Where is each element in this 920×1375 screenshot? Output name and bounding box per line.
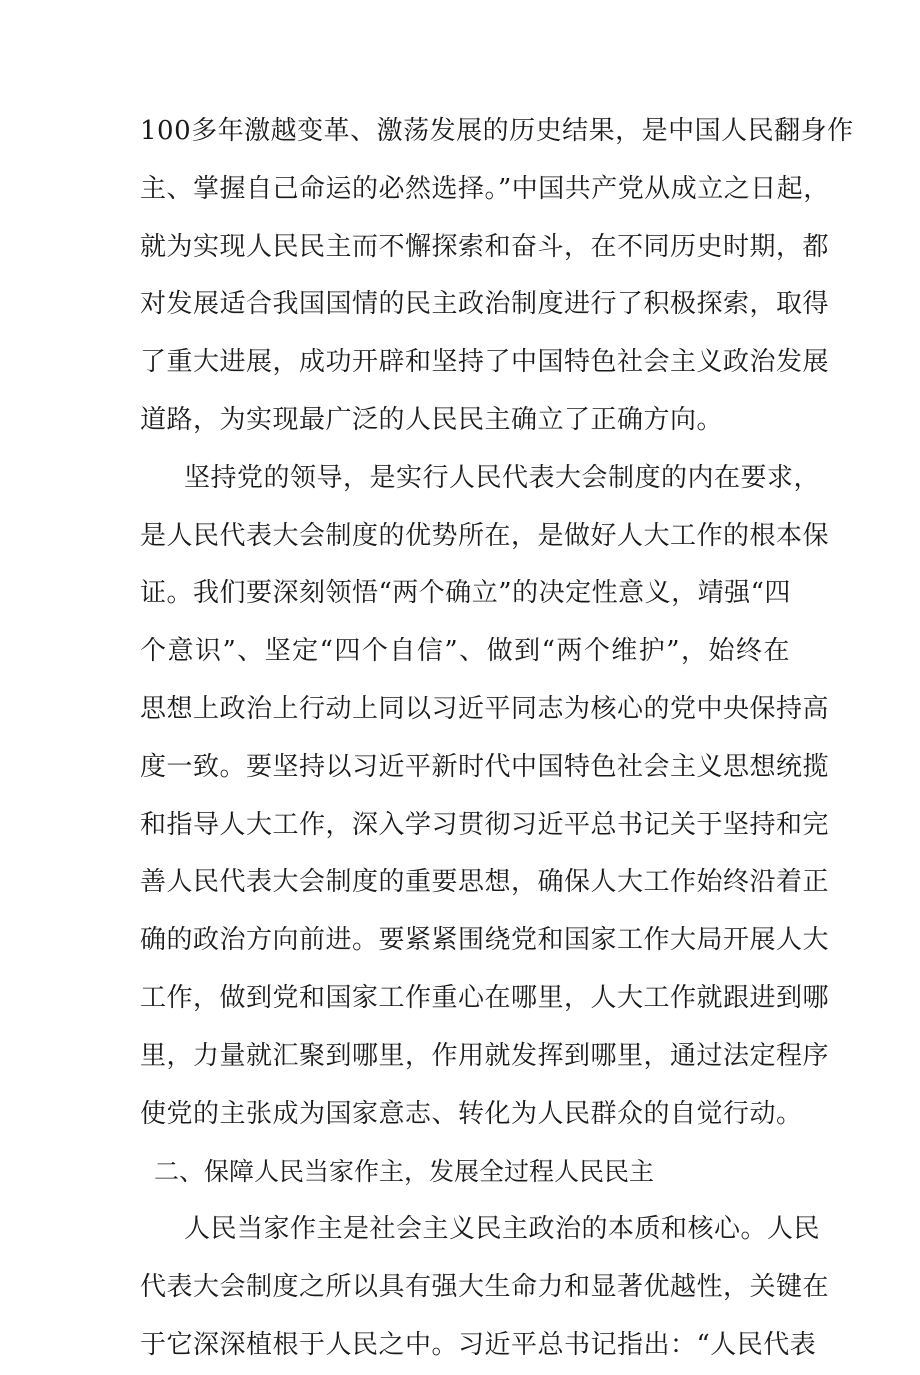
text-line: 里，力量就汇聚到哪里，作用就发挥到哪里，通过法定程序 — [140, 1040, 830, 1071]
text-line: 证。我们要深刻领悟“两个确立”的决定性意义，靖强“四 — [140, 578, 791, 609]
text-line: 使党的主张成为国家意志、转化为人民群众的自觉行动。 — [140, 1098, 803, 1129]
text-line: 和指导人大工作，深入学习贯彻习近平总书记关于坚持和完 — [140, 809, 830, 840]
text-line: 工作，做到党和国家工作重心在哪里，人大工作就跟进到哪 — [140, 982, 830, 1013]
text-line: 就为实现人民民主而不懈探索和奋斗，在不同历史时期，都 — [140, 231, 830, 262]
text-line: 善人民代表大会制度的重要思想，确保人大工作始终沿着正 — [140, 867, 830, 898]
text-line: 对发展适合我国国情的民主政治制度进行了积极探索，取得 — [140, 289, 830, 320]
paragraph-first-line: 人民当家作主是社会主义民主政治的本质和核心。人民 — [184, 1214, 821, 1245]
text-line: 个意识”、坚定“四个自信”、做到“两个维护”，始终在 — [140, 636, 790, 667]
text-line: 思想上政治上行动上同以习近平同志为核心的党中央保持高 — [140, 693, 830, 724]
text-line: 是人民代表大会制度的优势所在，是做好人大工作的根本保 — [140, 520, 830, 551]
text-line: 100多年激越变革、激荡发展的历史结果，是中国人民翻身作 — [140, 116, 854, 146]
document-body — [140, 103, 854, 1375]
text-line: 确的政治方向前进。要紧紧围绕党和国家工作大局开展人大 — [140, 925, 830, 956]
paragraph-first-line: 坚持党的领导，是实行人民代表大会制度的内在要求， — [184, 462, 821, 493]
text-line: 代表大会制度之所以具有强大生命力和显著优越性，关键在 — [140, 1271, 830, 1302]
text-line: 于它深深植根于人民之中。习近平总书记指出：“人民代表 — [140, 1329, 817, 1360]
text-line: 度一致。要坚持以习近平新时代中国特色社会主义思想统揽 — [140, 751, 830, 782]
text-line: 道路，为实现最广泛的人民民主确立了正确方向。 — [140, 404, 724, 435]
section-heading: 二、保障人民当家作主，发展全过程人民民主 — [154, 1157, 655, 1187]
text-line: 主、掌握自己命运的必然选择。”中国共产党从成立之日起， — [140, 173, 830, 204]
text-line: 了重大进展，成功开辟和坚持了中国特色社会主义政治发展 — [140, 347, 830, 378]
